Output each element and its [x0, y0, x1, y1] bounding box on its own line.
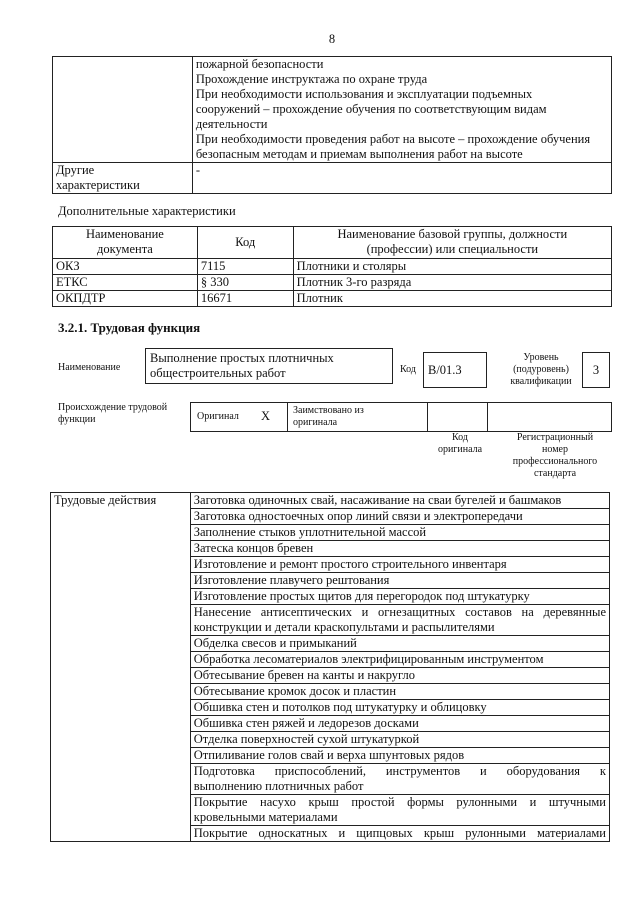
caption-line: Код	[452, 432, 468, 443]
action-line: Покрытие насухо крыш простой формы рулонными и штучными	[193, 795, 606, 809]
action-item	[190, 652, 609, 668]
additional-title: Дополнительные характеристики	[58, 204, 236, 218]
action-item	[190, 636, 609, 652]
action-line: Заполнение стыков уплотнительной массой	[193, 525, 427, 539]
caption-line: Регистрационный	[516, 432, 594, 443]
original-mark: X	[261, 409, 271, 423]
divider	[487, 403, 488, 431]
original-label: Оригинал	[197, 411, 239, 422]
action-item	[190, 716, 609, 732]
origin-table	[190, 402, 612, 432]
continuation-table	[52, 56, 612, 194]
action-item	[190, 589, 609, 605]
registration-caption	[500, 432, 610, 480]
origin-line: функции	[58, 414, 96, 425]
level-line: квалификации	[510, 376, 572, 387]
cell-name: Плотник	[293, 291, 611, 307]
cell-doc: ЕТКС	[53, 275, 198, 291]
action-item	[190, 525, 609, 541]
table-row	[53, 291, 612, 307]
labor-actions-label: Трудовые действия	[51, 493, 191, 842]
action-item	[190, 541, 609, 557]
borrowed-line: оригинала	[293, 417, 338, 428]
action-item	[190, 668, 609, 684]
header-line: Наименование базовой группы, должности	[337, 227, 568, 241]
action-line: Нанесение антисептических и огнезащитных составов на деревянные	[193, 605, 606, 619]
action-item	[190, 684, 609, 700]
level-label	[496, 352, 586, 388]
cell-name: Плотник 3-го разряда	[293, 275, 611, 291]
requirement-line: пожарной безопасности	[195, 57, 324, 71]
action-item	[190, 605, 609, 636]
continuation-label-cell	[53, 57, 193, 163]
action-line: выполнению плотничных работ	[193, 779, 364, 793]
other-characteristics-label	[53, 163, 193, 194]
origin-code-caption	[428, 432, 492, 456]
header-doc	[53, 227, 198, 259]
header-code: Код	[197, 227, 293, 259]
label-line: характеристики	[56, 178, 140, 192]
action-line: Обделка свесов и примыканий	[193, 636, 357, 650]
action-line: Изготовление простых щитов для перегородок под штукатурку	[193, 589, 530, 603]
cell-doc: ОКЗ	[53, 259, 198, 275]
requirement-line: Прохождение инструктажа по охране труда	[195, 72, 428, 86]
action-line: Изготовление и ремонт простого строительного инвентаря	[193, 557, 507, 571]
other-characteristics-value	[192, 163, 611, 194]
action-line: конструкции и детали краскопультами и распылителями	[193, 620, 495, 634]
action-line: Подготовка приспособлений, инструментов и оборудования к	[193, 764, 606, 778]
level-line: (подуровень)	[513, 364, 569, 375]
header-line: документа	[96, 242, 153, 256]
divider	[287, 403, 288, 431]
level-value-box: 3	[582, 352, 610, 388]
action-line: Затеска концов бревен	[193, 541, 314, 555]
function-name-box	[145, 348, 393, 384]
divider	[427, 403, 428, 431]
action-line: Отделка поверхностей сухой штукатуркой	[193, 732, 420, 746]
cell-doc: ОКПДТР	[53, 291, 198, 307]
name-line: общестроительных работ	[150, 366, 286, 380]
origin-label	[58, 402, 167, 426]
action-item	[190, 557, 609, 573]
action-item	[190, 573, 609, 589]
table-row	[53, 259, 612, 275]
action-item	[190, 826, 609, 842]
action-line: Обшивка стен и потолков под штукатурку и облицовку	[193, 700, 487, 714]
section-title: 3.2.1. Трудовая функция	[58, 320, 201, 335]
value-dash: -	[195, 163, 201, 177]
labor-actions-table	[50, 492, 610, 842]
action-line: Обтесывание бревен на канты и накругло	[193, 668, 416, 682]
name-label: Наименование	[58, 362, 121, 373]
requirement-line: При необходимости проведения работ на высоте – прохождение обучения	[195, 132, 591, 146]
action-item	[190, 732, 609, 748]
label-line: Другие	[56, 163, 95, 177]
cell-code: 7115	[197, 259, 293, 275]
action-line: Обшивка стен ряжей и ледорезов досками	[193, 716, 419, 730]
requirement-line: деятельности	[195, 117, 268, 131]
requirement-line: При необходимости использования и эксплуатации подъемных	[195, 87, 533, 101]
header-line: Наименование	[85, 227, 164, 241]
action-item	[190, 700, 609, 716]
table-row	[53, 275, 612, 291]
level-line: Уровень	[523, 352, 559, 363]
action-item	[190, 748, 609, 764]
action-line: Покрытие односкатных и щипцовых крыш рулонными материалами	[193, 826, 606, 840]
action-item	[190, 795, 609, 826]
action-line: Заготовка одностоечных опор линий связи и электропередачи	[193, 509, 523, 523]
action-line: Изготовление плавучего рештования	[193, 573, 390, 587]
code-value-box: B/01.3	[423, 352, 487, 388]
name-line: Выполнение простых плотничных	[150, 351, 334, 365]
action-line: Обработка лесоматериалов электрифицированным инструментом	[193, 652, 544, 666]
requirements-cell	[192, 57, 611, 163]
page-number: 8	[328, 32, 336, 46]
cell-code: 16671	[197, 291, 293, 307]
caption-line: номер	[542, 444, 568, 455]
additional-table	[52, 226, 612, 307]
origin-line: Происхождение трудовой	[58, 402, 168, 413]
action-line: Обтесывание кромок досок и пластин	[193, 684, 397, 698]
caption-line: профессионального	[512, 456, 598, 467]
action-line: кровельными материалами	[193, 810, 338, 824]
code-label: Код	[400, 364, 416, 375]
action-item	[190, 493, 609, 509]
caption-line: оригинала	[437, 444, 483, 455]
borrowed-label	[293, 405, 364, 429]
caption-line: стандарта	[533, 468, 577, 479]
borrowed-line: Заимствовано из	[293, 405, 364, 416]
action-line: Заготовка одиночных свай, насаживание на сваи бугелей и башмаков	[193, 493, 562, 507]
action-item	[190, 509, 609, 525]
action-line: Отпиливание голов свай и верха шпунтовых рядов	[193, 748, 465, 762]
cell-code: § 330	[197, 275, 293, 291]
requirement-line: безопасным методам и приемам выполнения работ на высоте	[195, 147, 523, 161]
header-line: (профессии) или специальности	[366, 242, 539, 256]
requirement-line: сооружений – прохождение обучения по соответствующим видам	[195, 102, 547, 116]
action-item	[190, 764, 609, 795]
header-name	[293, 227, 611, 259]
cell-name: Плотники и столяры	[293, 259, 611, 275]
